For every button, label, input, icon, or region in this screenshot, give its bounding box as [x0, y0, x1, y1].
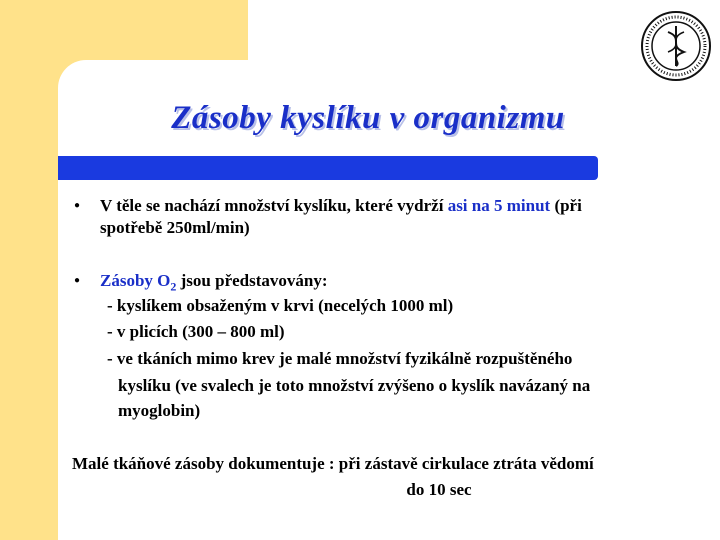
- bullet-icon: ●: [74, 275, 81, 286]
- bullet2-lead-sub: 2: [170, 279, 177, 294]
- bullet2-item: myoglobin): [118, 401, 201, 420]
- bullet1-pre: V těle se nachází množství kyslíku, které vydrží: [100, 196, 444, 215]
- bullet2-item: kyslíku (ve svalech je toto množství zvýšeno o kyslík navázaný na: [118, 376, 591, 395]
- slide-title: Zásoby kyslíku v organizmu: [171, 100, 565, 136]
- bullet2-lead-pre: Zásoby O: [100, 271, 171, 290]
- bullet2-lead-post: jsou představovány:: [176, 271, 328, 290]
- bullet2-item: - ve tkáních mimo krev je malé množství fyzikálně rozpuštěného: [107, 349, 573, 368]
- bullet1-highlight: asi na 5 minut: [447, 196, 551, 215]
- university-seal-icon: [638, 8, 714, 84]
- footer-line2: do 10 sec: [406, 480, 472, 499]
- footer-line1: Malé tkáňové zásoby dokumentuje : při zástavě cirkulace ztráta vědomí: [72, 454, 594, 473]
- bullet1-line2: spotřebě 250ml/min): [100, 218, 250, 237]
- bullet1-post: (při: [554, 196, 582, 215]
- title-underline-bar: [58, 156, 598, 180]
- bullet2-item: - v plicích (300 – 800 ml): [107, 322, 285, 341]
- bullet-icon: ●: [74, 200, 81, 211]
- bullet2-item: - kyslíkem obsaženým v krvi (necelých 1000 ml): [107, 296, 454, 315]
